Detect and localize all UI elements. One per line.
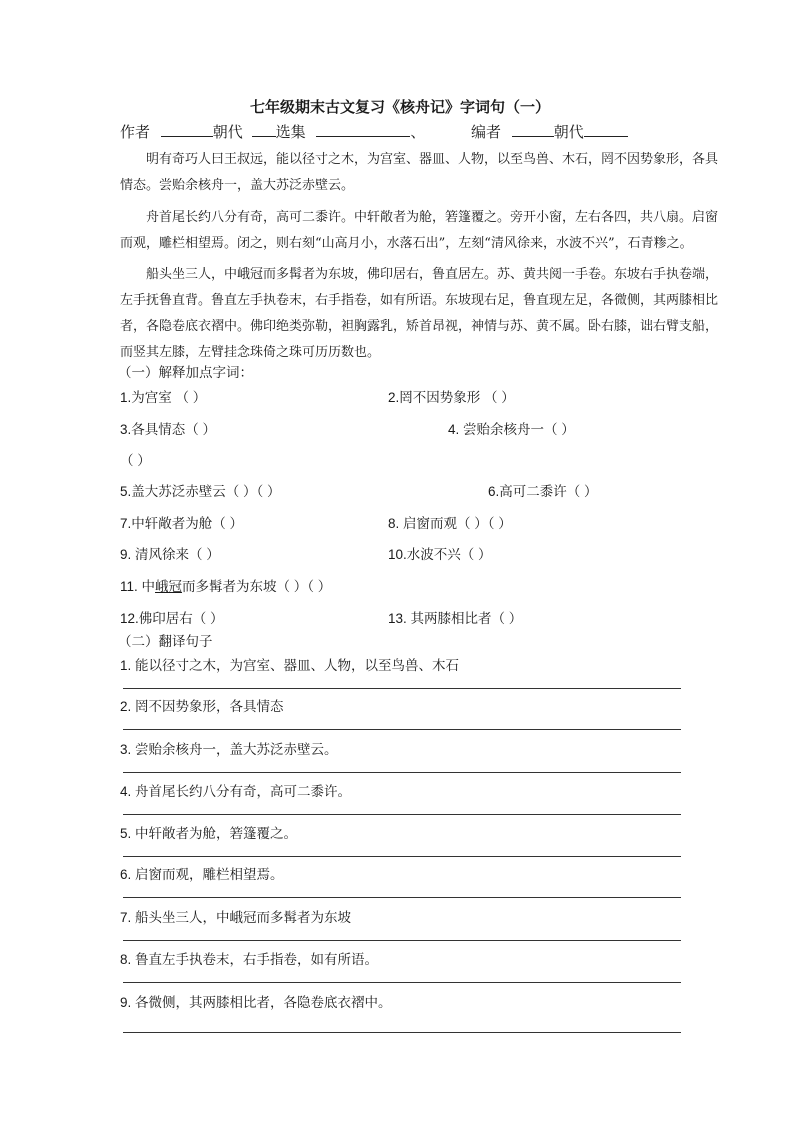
- editor-blank[interactable]: [512, 122, 554, 137]
- vocab-item: 3.各具情态（ ）: [120, 422, 217, 437]
- passage-line: 而竖其左膝，左臂挂念珠倚之珠可历历数也。: [120, 345, 381, 360]
- vocab-item: 9. 清风徐来（ ）: [120, 547, 220, 562]
- vocab-item: 7.中轩敞者为舱（ ）: [120, 516, 244, 531]
- translate-item: 9. 各微侧，其两膝相比者，各隐卷底衣褶中。: [120, 995, 392, 1010]
- collection-label: 选集: [275, 123, 306, 141]
- answer-line[interactable]: [123, 982, 681, 983]
- vocab-item: 5.盖大苏泛赤壁云（ ）（ ）: [120, 484, 281, 499]
- vocab-item: 6.高可二黍许（ ）: [488, 484, 598, 499]
- translate-item: 1. 能以径寸之木，为宫室、器皿、人物，以至鸟兽、木石: [120, 658, 460, 673]
- underlined-term: 峨冠: [155, 579, 183, 594]
- dynasty2-label: 朝代: [553, 123, 584, 141]
- translate-item: 8. 鲁直左手执卷末，右手指卷，如有所语。: [120, 952, 379, 967]
- author-blank[interactable]: [161, 122, 213, 137]
- dynasty-label: 朝代: [212, 123, 243, 141]
- answer-line[interactable]: [123, 772, 681, 773]
- answer-line[interactable]: [123, 1032, 681, 1033]
- answer-line[interactable]: [123, 814, 681, 815]
- vocab-item: 10.水波不兴（ ）: [388, 547, 492, 562]
- translate-item: 2. 罔不因势象形，各具情态: [120, 699, 284, 714]
- section2-heading: （二）翻译句子: [118, 634, 213, 650]
- author-label: 作者: [120, 123, 151, 141]
- translate-item: 7. 船头坐三人，中峨冠而多髯者为东坡: [120, 910, 352, 925]
- translate-item: 3. 尝贻余核舟一，盖大苏泛赤壁云。: [120, 742, 338, 757]
- section1-heading: （一）解释加点字词：: [118, 365, 253, 381]
- vocab-item: [120, 575, 331, 595]
- vocab-item: 8. 启窗而观（ ）（ ）: [388, 516, 512, 531]
- answer-line[interactable]: [123, 856, 681, 857]
- answer-line[interactable]: [123, 688, 681, 689]
- translate-item: 6. 启窗而观，雕栏相望焉。: [120, 867, 284, 882]
- editor-label: 编者: [470, 123, 501, 141]
- vocab-item: 2.罔不因势象形 （ ）: [388, 390, 515, 405]
- answer-line[interactable]: [123, 897, 681, 898]
- vocab-item: 12.佛印居右（ ）: [120, 611, 224, 626]
- vocab-item: 4. 尝贻余核舟一（ ）: [448, 422, 575, 437]
- passage-line: 左手抚鲁直背。鲁直左手执卷末，右手指卷，如有所语。东坡现右足，鲁直现左足，各微侧，其两膝相比: [120, 293, 719, 308]
- meta-line: [120, 121, 628, 142]
- passage-line: 者，各隐卷底衣褶中。佛印绝类弥勒，袒胸露乳，矫首昂视，神情与苏、黄不属。卧右膝，诎右臂支船，: [120, 319, 719, 334]
- dynasty-blank[interactable]: [252, 122, 276, 137]
- collection-blank[interactable]: [316, 122, 410, 137]
- vocab-item: 1.为宫室 （ ）: [120, 390, 207, 405]
- page-title: 七年级期末古文复习《核舟记》字词句（一）: [249, 98, 550, 116]
- answer-line[interactable]: [123, 729, 681, 730]
- vocab-item: 13. 其两膝相比者（ ）: [388, 611, 523, 626]
- passage-line: 船头坐三人，中峨冠而多髯者为东坡，佛印居右，鲁直居左。苏、黄共阅一手卷。东坡右手执卷端，: [146, 267, 719, 282]
- translate-item: 4. 舟首尾长约八分有奇，高可二黍许。: [120, 784, 352, 799]
- vocab-item: （ ）: [120, 453, 151, 468]
- vocab-item-prefix: 11. 中: [120, 579, 156, 594]
- separator: 、: [410, 123, 426, 141]
- passage-line: 情态。尝贻余核舟一，盖大苏泛赤壁云。: [120, 178, 355, 193]
- dynasty2-blank[interactable]: [584, 122, 628, 137]
- translate-item: 5. 中轩敞者为舱，箬篷覆之。: [120, 826, 298, 841]
- passage-line: 而观，雕栏相望焉。闭之，则右刻“山高月小，水落石出”，左刻“清风徐来，水波不兴”，石青糁之。: [120, 236, 693, 251]
- passage-line: 舟首尾长约八分有奇，高可二黍许。中轩敞者为舱，箬篷覆之。旁开小窗，左右各四，共八扇。启窗: [146, 210, 719, 225]
- answer-line[interactable]: [123, 940, 681, 941]
- passage-line: 明有奇巧人曰王叔远，能以径寸之木，为宫室、器皿、人物，以至鸟兽、木石，罔不因势象形，各具: [146, 152, 719, 167]
- vocab-item-rest: 而多髯者为东坡（ ）（ ）: [182, 579, 332, 594]
